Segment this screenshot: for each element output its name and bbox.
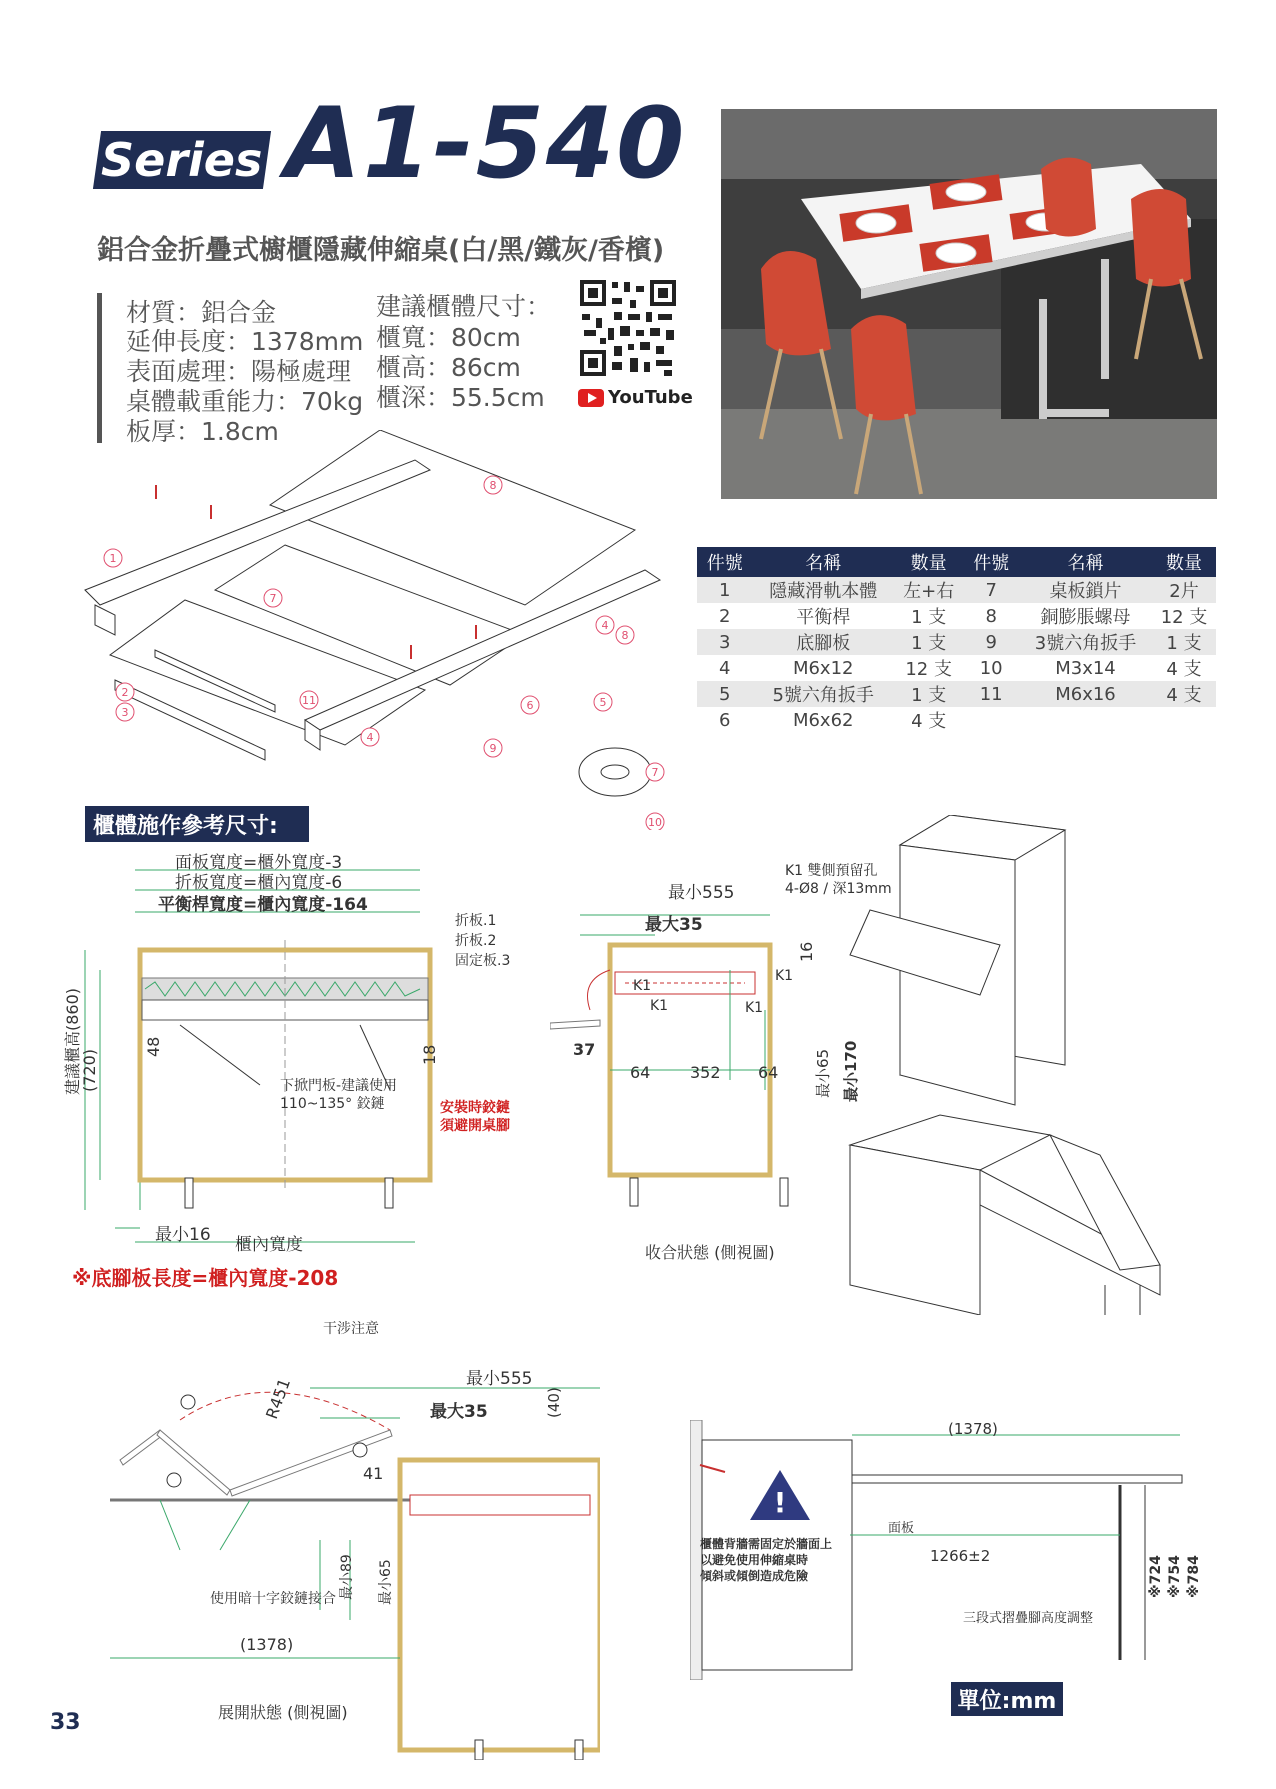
k1-label-d: K1 bbox=[775, 968, 794, 984]
series-label: Series bbox=[93, 131, 271, 189]
cabinet-height: 櫃高：86cm bbox=[376, 353, 521, 382]
cabinet-width: 櫃寬：80cm bbox=[376, 323, 521, 352]
table-row: 4 M6x12 12 支 10 M3x14 4 支 bbox=[719, 657, 1202, 680]
dim-min89: 最小89 bbox=[339, 1554, 355, 1600]
k1-label-b: K1 bbox=[650, 998, 669, 1014]
section-title: 櫃體施作參考尺寸: bbox=[85, 806, 309, 842]
spec-length: 延伸長度：1378mm bbox=[126, 327, 364, 356]
callout-4: 4 bbox=[601, 619, 609, 632]
model-number: A1-540 bbox=[285, 87, 687, 201]
dim-784: ※784 bbox=[1186, 1555, 1202, 1598]
spec-finish: 表面處理：陽極處理 bbox=[126, 357, 352, 386]
table-row: 3 底腳板 1 支 9 3號六角扳手 1 支 bbox=[697, 629, 1216, 655]
cabinet-depth: 櫃深：55.5cm bbox=[376, 383, 545, 412]
side-open-drawing bbox=[100, 1340, 600, 1760]
wall-warning-3: 傾斜或傾倒造成危險 bbox=[700, 1569, 809, 1583]
youtube-link[interactable]: YouTube bbox=[578, 387, 693, 408]
dim-open-max35: 最大35 bbox=[430, 1402, 488, 1422]
parts-table bbox=[697, 547, 1216, 733]
callout-4b: 4 bbox=[366, 731, 374, 744]
dim-min16: 最小16 bbox=[155, 1225, 211, 1245]
dim-open-1378: (1378) bbox=[240, 1635, 294, 1654]
spec-divider bbox=[97, 293, 102, 443]
col-qty: 數量 bbox=[894, 547, 964, 577]
dim-64-b: 64 bbox=[758, 1063, 779, 1082]
dim-352: 352 bbox=[690, 1063, 721, 1082]
door-note-1: 下掀門板-建議使用 bbox=[280, 1078, 398, 1094]
exploded-view-drawing bbox=[55, 430, 675, 830]
door-note-2: 110~135° 鉸鏈 bbox=[280, 1096, 385, 1112]
dim-48: 48 bbox=[144, 1036, 163, 1057]
product-subtitle: 鋁合金折疊式櫥櫃隱藏伸縮桌(白/黑/鐵灰/香檳) bbox=[97, 235, 665, 266]
spec-load: 桌體載重能力：70kg bbox=[126, 387, 364, 416]
label-fixed-3: 固定板.3 bbox=[455, 953, 511, 969]
cabinet-size-title: 建議櫃體尺寸： bbox=[376, 292, 552, 321]
col-part-no: 件號 bbox=[697, 547, 753, 577]
callout-5: 5 bbox=[599, 696, 607, 709]
callout-7: 7 bbox=[269, 592, 277, 605]
col-part-no-2: 件號 bbox=[963, 547, 1019, 577]
youtube-icon bbox=[578, 389, 604, 407]
col-name-2: 名稱 bbox=[1019, 547, 1152, 577]
callout-8: 8 bbox=[489, 479, 497, 492]
callout-8b: 8 bbox=[621, 629, 629, 642]
dim-16: 16 bbox=[797, 941, 816, 962]
dim-open-min555: 最小555 bbox=[466, 1369, 533, 1389]
callout-7b: 7 bbox=[651, 766, 659, 779]
dim-min170: 最小170 bbox=[842, 1040, 860, 1102]
dim-r451: R451 bbox=[262, 1375, 295, 1422]
table-row: 2 平衡桿 1 支 8 銅膨脹螺母 12 支 bbox=[719, 605, 1208, 628]
svg-text:!: ! bbox=[773, 1486, 787, 1519]
isometric-cabinet-drawing bbox=[840, 815, 1180, 1315]
dim-min65: 最小65 bbox=[814, 1048, 832, 1098]
callout-11: 11 bbox=[302, 694, 316, 707]
dim-41: 41 bbox=[363, 1464, 384, 1483]
dim-64-a: 64 bbox=[630, 1063, 651, 1082]
spec-material: 材質：鋁合金 bbox=[126, 298, 277, 327]
callout-1: 1 bbox=[109, 552, 117, 565]
dim-min555: 最小555 bbox=[668, 883, 735, 903]
wall-warning-2: 以避免使用伸縮桌時 bbox=[700, 1553, 809, 1567]
dim-cabinet-inner-height: (720) bbox=[80, 1048, 99, 1092]
dim-max35: 最大35 bbox=[645, 915, 703, 935]
dim-fold-width: 折板寬度=櫃內寬度-6 bbox=[175, 873, 343, 893]
qr-code[interactable] bbox=[578, 278, 678, 378]
callout-9: 9 bbox=[489, 742, 497, 755]
dim-1266: 1266±2 bbox=[930, 1547, 991, 1565]
dim-inner-width: 櫃內寬度 bbox=[235, 1235, 303, 1255]
parts-table-header bbox=[697, 547, 1216, 577]
k1-label-a: K1 bbox=[633, 978, 652, 994]
dim-724: ※724 bbox=[1148, 1555, 1164, 1598]
dim-balance-width: 平衡桿寬度=櫃內寬度-164 bbox=[158, 895, 368, 915]
product-photo bbox=[721, 109, 1217, 499]
unit-label: 單位:mm bbox=[951, 1682, 1063, 1716]
callout-10: 10 bbox=[648, 816, 662, 829]
page-number: 33 bbox=[50, 1710, 81, 1735]
dim-37: 37 bbox=[573, 1040, 596, 1059]
dim-extended-1378: (1378) bbox=[948, 1420, 998, 1438]
col-qty-2: 數量 bbox=[1152, 547, 1216, 577]
hinge-warning-2: 須避開桌腳 bbox=[440, 1118, 510, 1134]
label-fold-2: 折板.2 bbox=[455, 933, 497, 949]
dim-40: (40) bbox=[545, 1387, 563, 1418]
col-name: 名稱 bbox=[753, 547, 894, 577]
dim-cabinet-height: 建議櫃高(860) bbox=[63, 987, 82, 1095]
dim-754: ※754 bbox=[1167, 1555, 1183, 1598]
label-fold-1: 折板.1 bbox=[455, 913, 497, 929]
dim-panel-width: 面板寬度=櫃外寬度-3 bbox=[175, 853, 343, 873]
panel-label: 面板 bbox=[888, 1521, 915, 1536]
callout-2: 2 bbox=[121, 686, 129, 699]
table-row: 5 5號六角扳手 1 支 11 M6x16 4 支 bbox=[697, 681, 1216, 707]
callout-6: 6 bbox=[526, 699, 534, 712]
callout-3: 3 bbox=[121, 706, 129, 719]
wall-warning-1: 櫃體背牆需固定於牆面上 bbox=[700, 1537, 833, 1551]
foot-plate-formula: ※底腳板長度=櫃內寬度-208 bbox=[72, 1266, 339, 1290]
open-state-caption: 展開狀態 (側視圖) bbox=[218, 1703, 348, 1722]
cross-hinge-note: 使用暗十字鉸鏈接合 bbox=[210, 1591, 336, 1607]
spec-thickness: 板厚：1.8cm bbox=[126, 417, 279, 446]
dim-open-min65: 最小65 bbox=[378, 1559, 394, 1605]
k1-label-c: K1 bbox=[745, 1000, 764, 1016]
hinge-warning-1: 安裝時鉸鏈 bbox=[440, 1100, 510, 1116]
leg-height-note: 三段式摺疊腳高度調整 bbox=[963, 1611, 1094, 1626]
k1-note-1: K1 雙側預留孔 bbox=[785, 863, 878, 879]
dim-18: 18 bbox=[420, 1044, 439, 1065]
table-row: 6 M6x62 4 支 bbox=[719, 709, 947, 732]
table-row: 1 隱藏滑軌本體 左+右 7 桌板鎖片 2片 bbox=[697, 577, 1216, 603]
closed-state-caption: 收合狀態 (側視圖) bbox=[645, 1243, 775, 1262]
k1-note-2: 4-Ø8 / 深13mm bbox=[785, 881, 892, 897]
interference-note: 干涉注意 bbox=[323, 1321, 379, 1337]
